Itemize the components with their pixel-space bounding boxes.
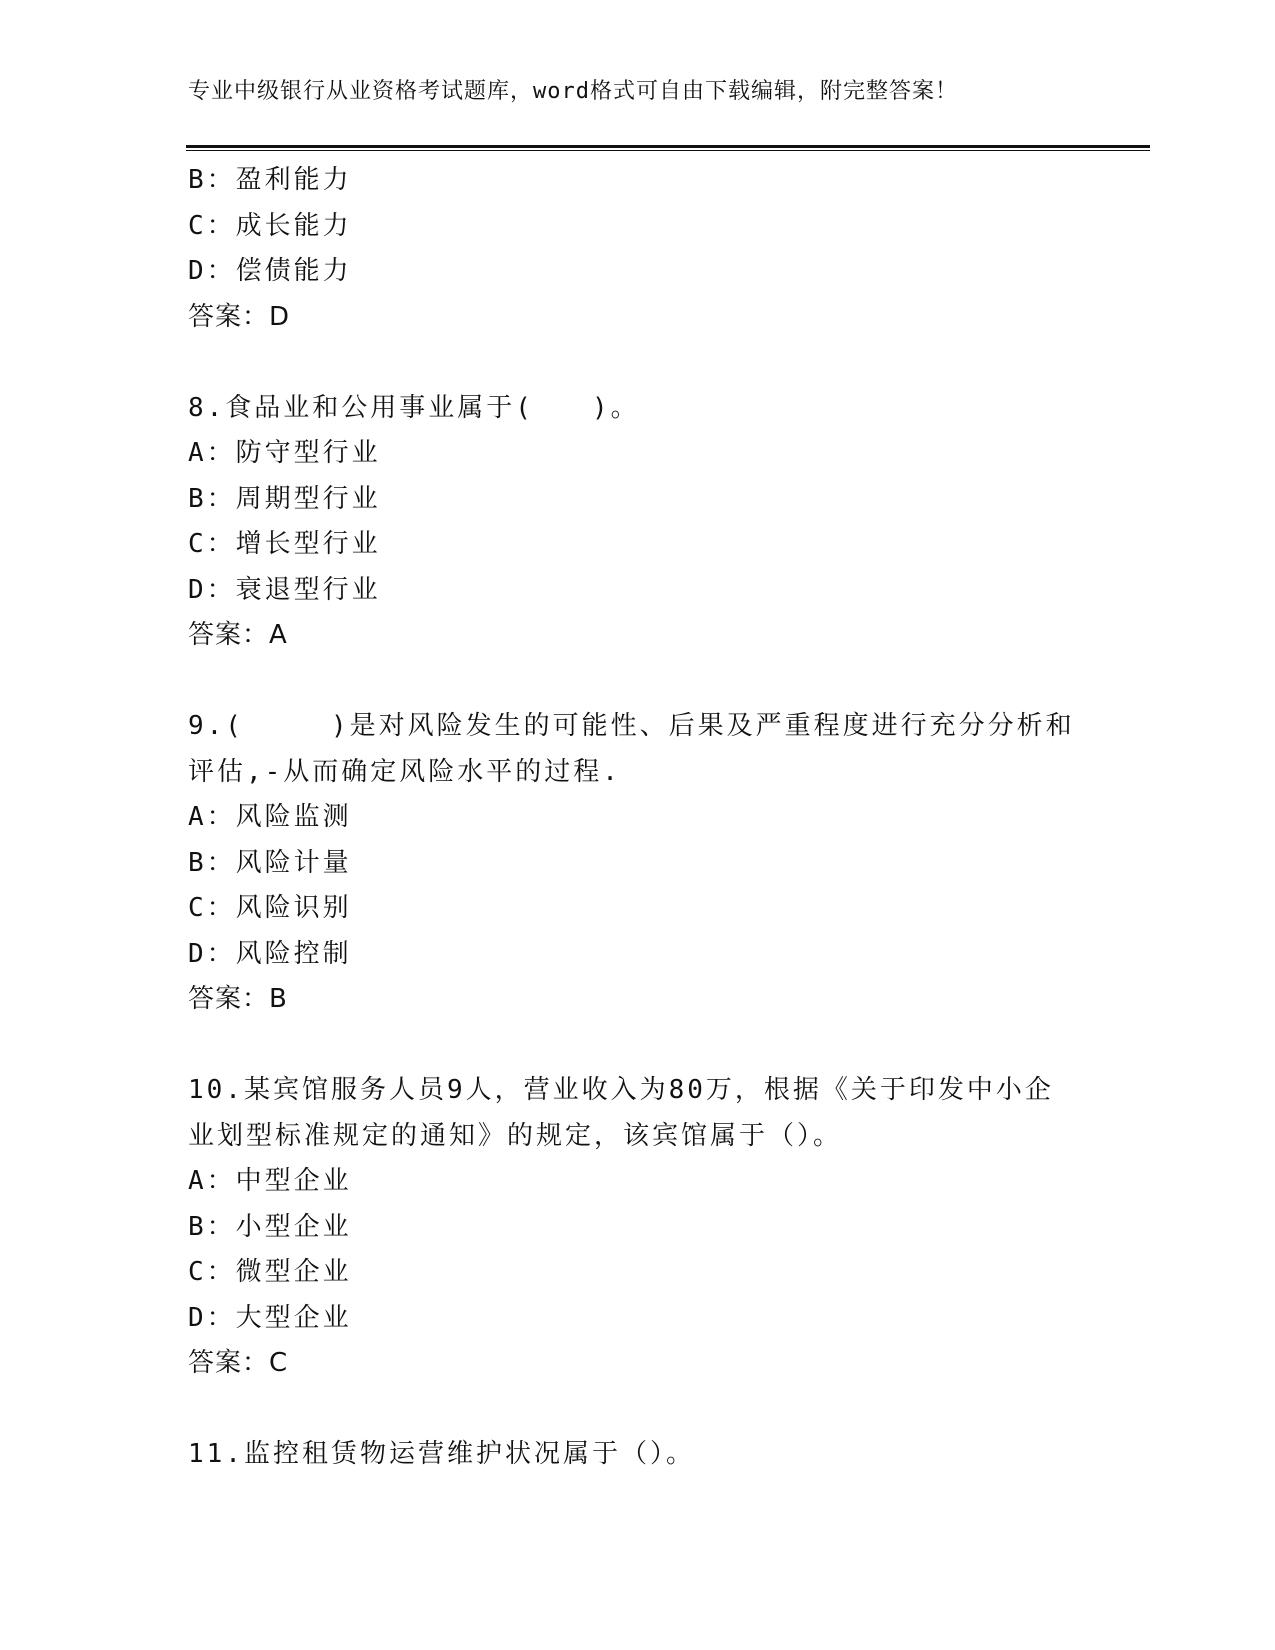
option-b: B：周期型行业 [188,483,381,514]
option-b: B：盈利能力 [188,165,352,195]
option-a: A：防守型行业 [188,438,381,468]
question-stem-continued: 评估,-从而确定风险水平的过程. [188,756,621,787]
option-c: C：微型企业 [188,1257,352,1287]
option-d: D：衰退型行业 [188,574,381,605]
answer: 答案：C [188,1348,289,1378]
header-rule-thick [186,145,1150,148]
page-header: 专业中级银行从业资格考试题库，word格式可自由下载编辑，附完整答案！ [188,79,958,104]
question-7-tail [188,158,1088,340]
question-stem-continued: 业划型标准规定的通知》的规定，该宾馆属于（）。 [188,1120,843,1151]
question-11 [188,1432,1088,1478]
answer: 答案：B [188,984,288,1014]
option-c: C：成长能力 [188,210,352,241]
question-stem: 9.( )是对风险发生的可能性、后果及严重程度进行充分分析和 [188,711,1075,741]
answer: 答案：A [188,620,288,650]
option-b: B：风险计量 [188,847,352,878]
question-10 [188,1068,1088,1387]
spacer [188,1387,1088,1433]
answer: 答案：D [188,301,291,332]
option-b: B：小型企业 [188,1211,352,1242]
option-d: D：大型企业 [188,1302,352,1333]
option-d: D：偿债能力 [188,256,352,286]
spacer [188,1023,1088,1069]
question-9 [188,704,1088,1023]
question-stem: 11.监控租赁物运营维护状况属于（）。 [188,1439,695,1469]
question-8 [188,386,1088,659]
option-a: A：风险监测 [188,802,352,832]
option-c: C：风险识别 [188,893,352,923]
question-stem: 10.某宾馆服务人员9人，营业收入为80万，根据《关于印发中小企 [188,1075,1054,1105]
header-rule-thin [186,150,1150,151]
question-list [188,158,1088,1478]
option-d: D：风险控制 [188,938,352,969]
question-stem: 8.食品业和公用事业属于( )。 [188,392,640,423]
spacer [188,340,1088,386]
option-c: C：增长型行业 [188,529,381,559]
spacer [188,659,1088,705]
option-a: A：中型企业 [188,1166,352,1196]
